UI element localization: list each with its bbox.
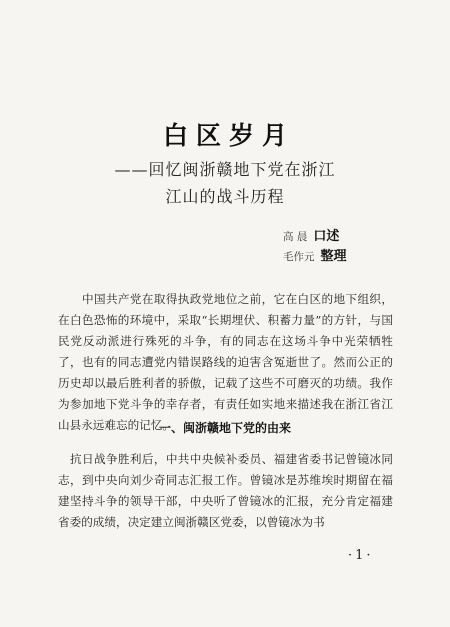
author-name: 毛作元	[283, 251, 315, 263]
page-title: 白区岁月	[162, 121, 295, 150]
section-paragraph: 抗日战争胜利后，中共中央候补委员、福建省委书记曾镜冰同志，到中央向刘少奇同志汇报工作。曾镜冰是苏维埃时期留在福建坚持斗争的领导干部，中央听了曾镜冰的汇报，充分肯定福建省委的成绩，决定建立闽浙赣区党委，以曾镜冰为书	[58, 452, 393, 529]
author-editor	[283, 245, 347, 264]
subtitle-line-2: 江山的战斗历程	[165, 187, 285, 206]
subtitle-line-1: ——回忆闽浙赣地下党在浙江	[114, 160, 336, 179]
page-number: ·1·	[348, 548, 374, 563]
section-heading: 一、闽浙赣地下党的由来	[158, 421, 291, 435]
author-narrator	[283, 225, 339, 244]
author-role: 口述	[313, 229, 340, 244]
author-role: 整理	[320, 249, 347, 264]
intro-paragraph: 中国共产党在取得执政党地位之前，它在白区的地下组织，在白色恐怖的环境中，采取“长期埋伏、积蓄力量”的方针，与国民党反动派进行殊死的斗争，有的同志在这场斗争中光荣牺牲了，也有的同志遭党内错误路线的迫害含冤逝世了。然而公正的历史却以最后胜利者的骄傲，记载了这些不可磨灭的功绩。我作为参加地下党斗争的幸存者，有责任如实地来描述我在浙江省江山县永远难忘的记忆。	[58, 292, 393, 432]
author-name: 高 晨	[283, 231, 308, 243]
